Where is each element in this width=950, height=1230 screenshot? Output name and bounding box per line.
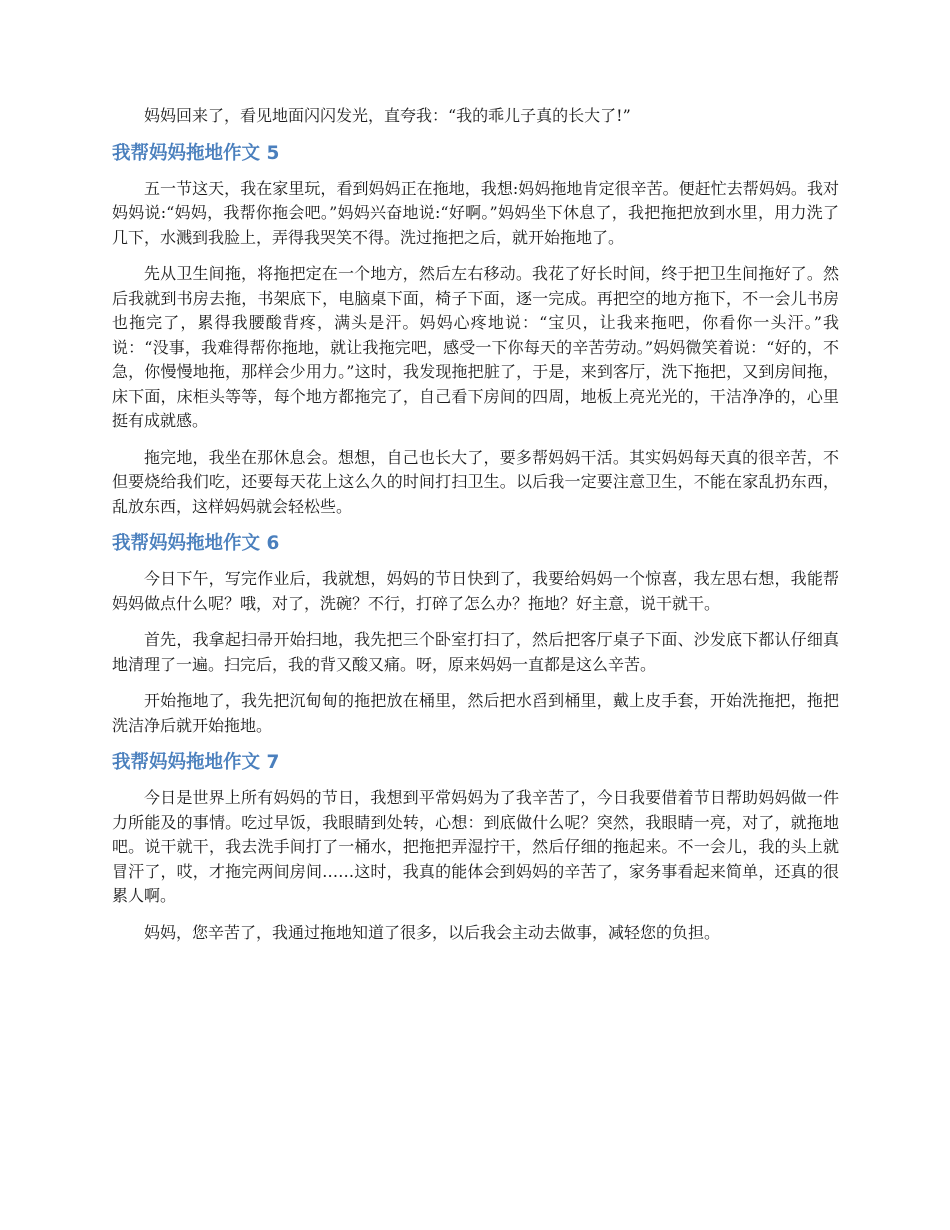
paragraph-intro: 妈妈回来了，看见地面闪闪发光，直夸我：“我的乖儿子真的长大了!” (144, 106, 631, 125)
paragraph: 今日下午，写完作业后，我就想，妈妈的节日快到了，我要给妈妈一个惊喜，我左思右想，我能帮妈妈做点什么呢？哦，对了，洗碗？不行，打碎了怎么办？拖地？好主意，说干就干。 (112, 569, 839, 613)
paragraph: 今日是世界上所有妈妈的节日，我想到平常妈妈为了我辛苦了，今日我要借着节日帮助妈妈做一件力所能及的事情。吃过早饭，我眼睛到处转，心想：到底做什么呢？突然，我眼睛一亮，对了，就拖地吧。说干就干，我去洗手间打了一桶水，把拖把弄湿拧干，然后仔细的拖起来。不一会儿，我的头上就冒汗了，哎，才拖完两间房间……这时，我真的能体会到妈妈的辛苦了，家务事看起来简单，还真的很累人啊。 (112, 788, 839, 905)
section-title-6: 我帮妈妈拖地作文 6 (112, 533, 280, 554)
paragraph: 首先，我拿起扫帚开始扫地，我先把三个卧室打扫了，然后把客厅桌子下面、沙发底下都认仔细真地清理了一遍。扫完后，我的背又酸又痛。呀，原来妈妈一直都是这么辛苦。 (112, 630, 839, 674)
paragraph: 先从卫生间拖，将拖把定在一个地方，然后左右移动。我花了好长时间，终于把卫生间拖好了。然后我就到书房去拖，书架底下，电脑桌下面，椅子下面，逐一完成。再把空的地方拖下，不一会儿书房也拖完了，累得我腰酸背疼，满头是汗。妈妈心疼地说：“宝贝，让我来拖吧，你看你一头汗。”我说：“没事，我难得帮你拖地，就让我拖完吧，感受一下你每天的辛苦劳动。”妈妈微笑着说：“好的，不急，你慢慢地拖，那样会少用力。”这时，我发现拖把脏了，于是，来到客厅，洗下拖把，又到房间拖，床下面，床柜头等等，每个地方都拖完了，自己看下房间的四周，地板上亮光光的，干洁净净的，心里挺有成就感。 (112, 264, 839, 430)
section-title-5: 我帮妈妈拖地作文 5 (112, 142, 280, 164)
paragraph: 妈妈，您辛苦了，我通过拖地知道了很多，以后我会主动去做事，减轻您的负担。 (144, 922, 721, 942)
document-page (112, 104, 839, 957)
paragraph: 拖完地，我坐在那休息会。想想，自己也长大了，要多帮妈妈干活。其实妈妈每天真的很辛苦，不但要烧给我们吃，还要每天花上这么久的时间打扫卫生。以后我一定要注意卫生，不能在家乱扔东西，乱放东西，这样妈妈就会轻松些。 (112, 447, 839, 516)
section-title-7: 我帮妈妈拖地作文 7 (112, 752, 280, 773)
paragraph: 五一节这天，我在家里玩，看到妈妈正在拖地，我想:妈妈拖地肯定很辛苦。便赶忙去帮妈妈。我对妈妈说:“妈妈，我帮你拖会吧。”妈妈兴奋地说:“好啊。”妈妈坐下休息了，我把拖把放到水里，用力洗了几下，水溅到我脸上，弄得我哭笑不得。洗过拖把之后，就开始拖地了。 (112, 178, 839, 247)
paragraph: 开始拖地了，我先把沉甸甸的拖把放在桶里，然后把水舀到桶里，戴上皮手套，开始洗拖把，拖把洗洁净后就开始拖地。 (112, 691, 839, 735)
